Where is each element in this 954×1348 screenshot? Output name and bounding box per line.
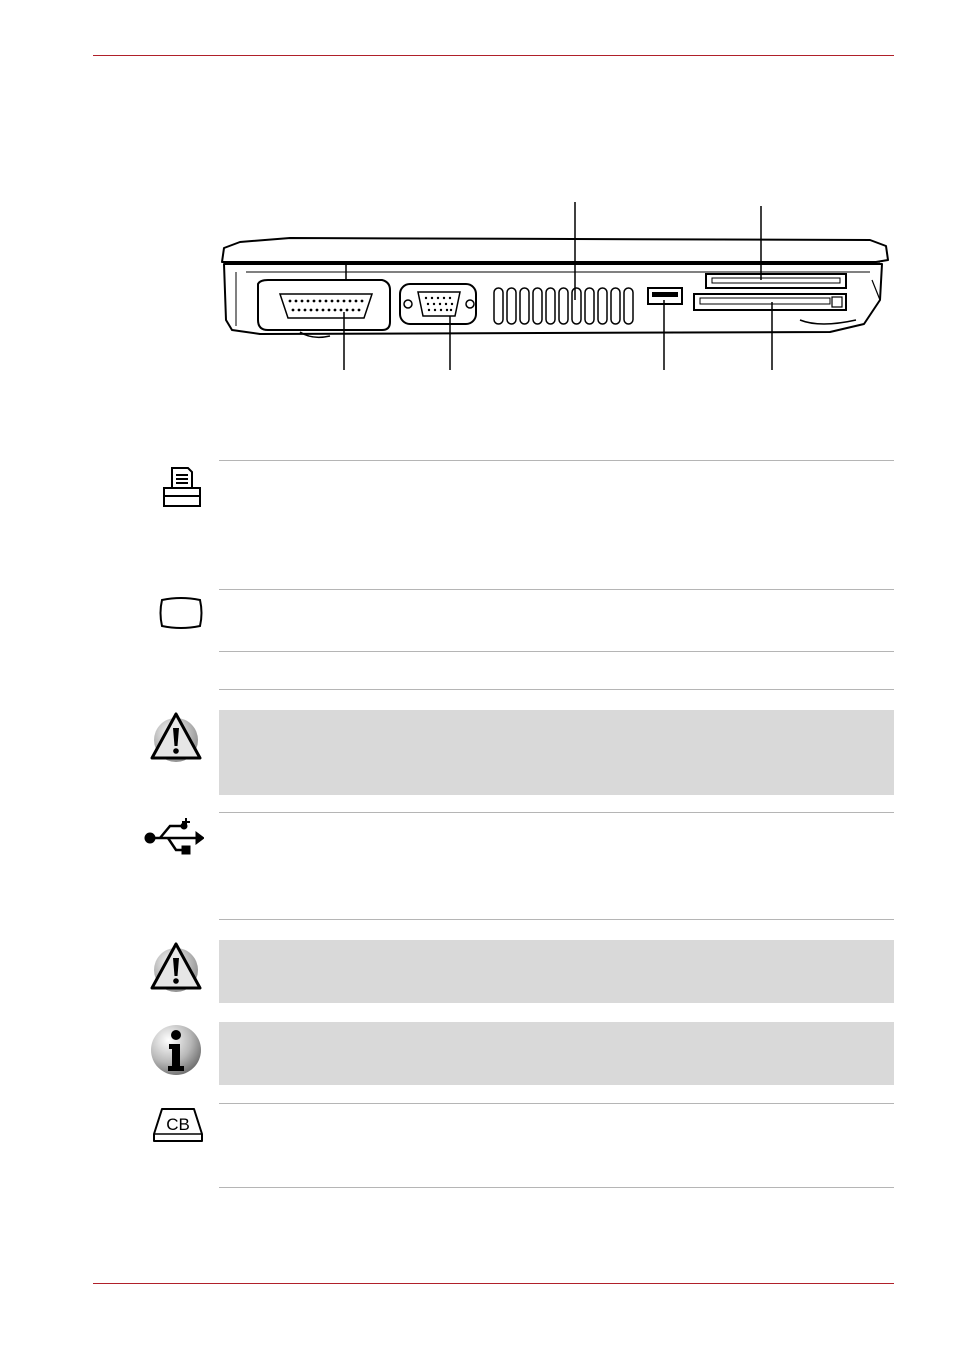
cardbus-icon-label: CB [166,1115,190,1134]
monitor-port-graphic [400,284,476,324]
printer-icon [160,466,204,508]
monitor-icon [158,596,204,630]
caution-triangle-icon [148,710,204,764]
row-divider [219,919,894,920]
warning-note-box [219,940,894,1003]
parallel-port-graphic [258,280,390,330]
row-divider [219,1103,894,1104]
footer-rule [93,1283,894,1284]
information-note-box [219,1022,894,1085]
row-divider [219,1187,894,1188]
usb-port-graphic [648,288,682,304]
cooling-vents-graphic [494,288,633,324]
laptop-left-side-illustration [0,0,954,380]
warning-note-box [219,710,894,795]
row-divider [219,460,894,461]
information-icon [148,1022,204,1078]
cardbus-icon [150,1106,206,1144]
row-divider [219,689,894,690]
laptop-lid [222,238,888,262]
row-divider [219,812,894,813]
row-divider [219,589,894,590]
pc-card-slot-graphic [694,274,846,310]
caution-triangle-icon [148,940,204,994]
usb-icon [142,818,204,858]
row-divider [219,651,894,652]
